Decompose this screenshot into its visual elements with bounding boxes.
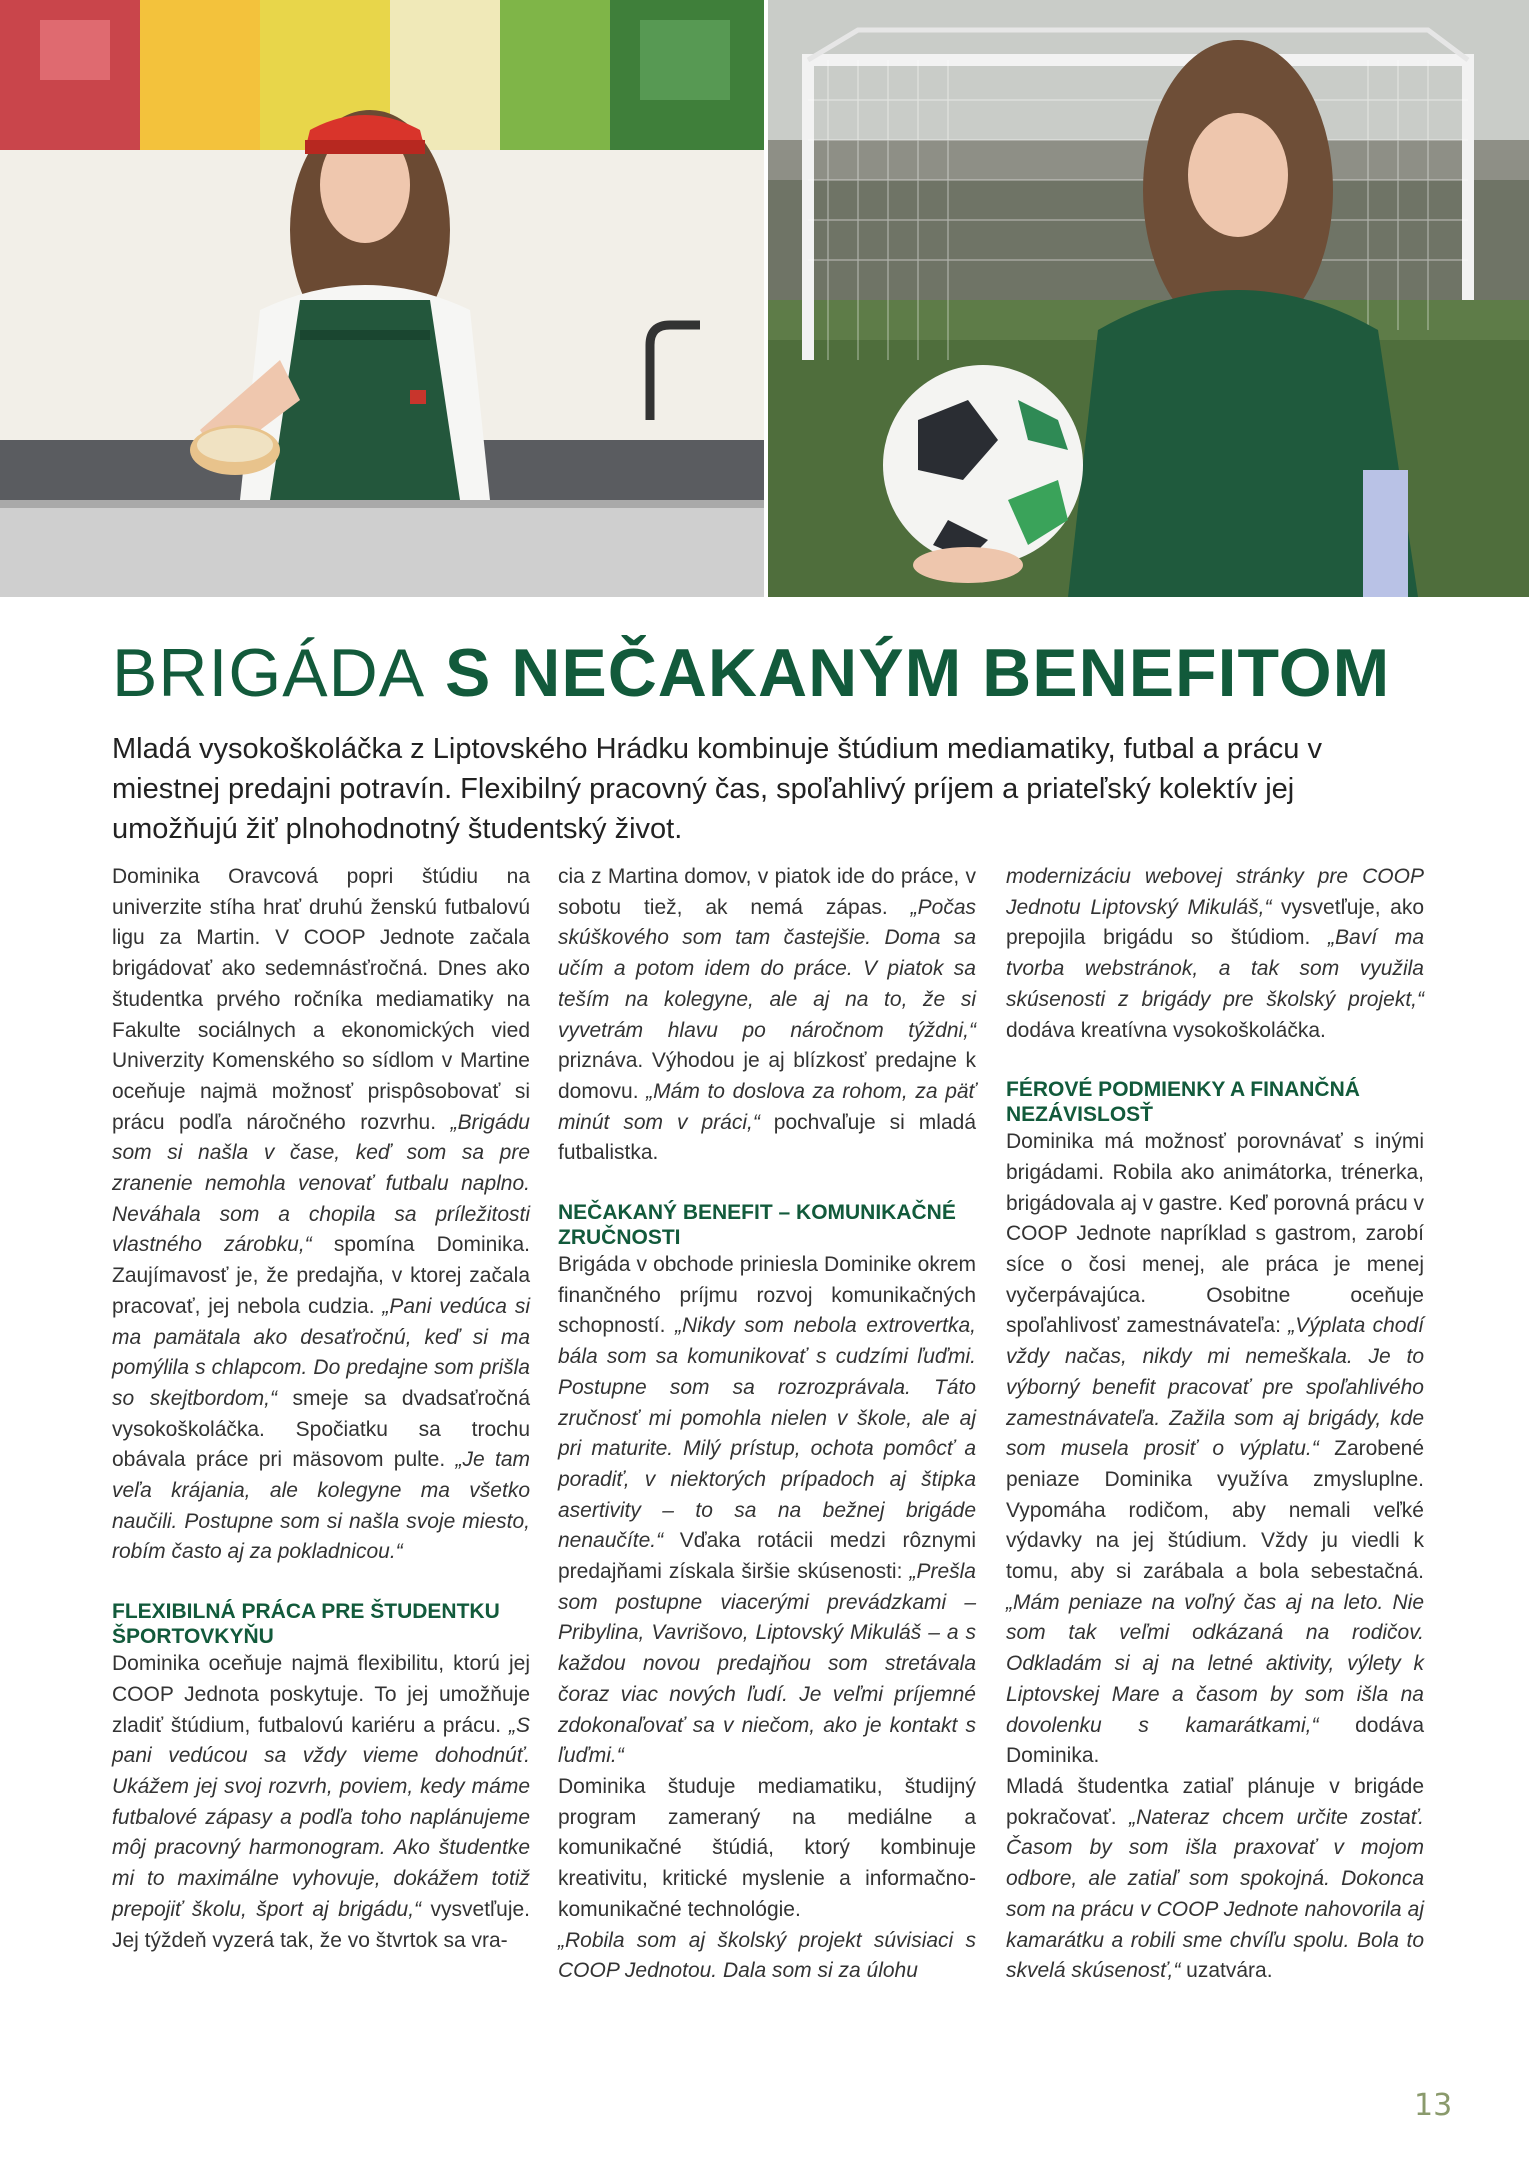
text-run: dodáva Dominika. xyxy=(1006,1713,1425,1768)
quote: „S pani vedúcou sa vždy vieme dohodnúť. Ukážem jej svoj rozvrh, poviem, kedy máme futbalové zápasy a podľa toho naplánujeme môj pracovný harmonogram. Ako študentke mi to maximálne vyhovuje, dokážem totiž prepojiť školu, šport aj brigádu,“ xyxy=(112,1713,530,1921)
paragraph xyxy=(112,1649,530,1956)
text-run: Dominika oceňuje najmä flexibilitu, ktorú jej COOP Jednota poskytuje. To jej umožňuje zladiť štúdium, futbalovú kariéru a prácu. xyxy=(112,1652,530,1737)
quote: „Výplata chodí vždy načas, nikdy mi nemeškala. Je to výborný benefit pracovať pre spoľahlivého zamestnávateľa. Zažila som aj brigády, kde som musela prosiť o výplatu.“ xyxy=(1006,1314,1425,1461)
title-bold-part: S NEČAKANÝM BENEFITOM xyxy=(444,635,1391,711)
photo-deli-counter xyxy=(0,0,764,597)
text-run: Dominika Oravcová popri štúdiu na univerzite stíha hrať druhú ženskú futbalovú ligu za Martin. V COOP Jednote začala brigádovať ako sedemnásťročná. Dnes ako študentka prvého ročníka mediamatiky na Fakulte sociálnych a ekonomických vied Univerzity Komenského so sídlom v Martine oceňuje najmä možnosť prispôsobovať si prácu podľa náročného rozvrhu. xyxy=(112,865,530,1134)
quote: „Nateraz chcem určite zostať. Časom by som išla praxovať v mojom odbore, ale zatiaľ som spokojná. Dokonca som na prácu v COOP Jednote nahovorila aj kamarátku a robili sme chvíľu spolu. Bola to skvelá skúsenosť,“ xyxy=(1006,1805,1424,1983)
text-run: Dominika má možnosť porovnávať s inými brigádami. Robila ako animátorka, trénerka, brigádovala aj v gastre. Keď porovná prácu v COOP Jednote napríklad s gastrom, zarobí síce o čosi menej, ale práca je menej vyčerpávajúca. Osobitne oceňuje spoľahlivosť zamestnávateľa: xyxy=(1006,1130,1424,1338)
text-run: Brigáda v obchode priniesla Dominike okrem finančného príjmu rozvoj komunikačných schopností. xyxy=(558,1253,976,1338)
quote: „Je tam veľa krájania, ale kolegyne ma všetko naučili. Postupne som si našla svoje miesto, robím často aj za pokladnicou.“ xyxy=(112,1448,531,1564)
text-run: Mladá študentka zatiaľ plánuje v brigáde pokračovať. xyxy=(1006,1774,1424,1829)
text-run: Vďaka rotácii medzi rôznymi predajňami získala širšie skúsenosti: xyxy=(558,1529,976,1584)
text-run: dodáva kreatívna vysokoškoláčka. xyxy=(1006,1018,1326,1042)
paragraph xyxy=(1006,1772,1424,1987)
quote: „Počas skúškového som tam častejšie. Doma sa učím a potom idem do práce. V piatok sa teším na kolegyne, ale aj na to, že si vyvetrám hlavu po náročnom týždni,“ xyxy=(558,895,976,1042)
text-column-3 xyxy=(1006,862,1424,1987)
deli-photo-image xyxy=(0,0,764,597)
article-title xyxy=(112,632,1432,714)
section-heading: NEČAKANÝ BENEFIT – KOMUNIKAČNÉ ZRUČNOSTI xyxy=(558,1201,956,1250)
paragraph xyxy=(558,862,976,1169)
paragraph xyxy=(558,1926,976,1987)
text-run: pochvaľuje si mladá futbalistka. xyxy=(558,1110,977,1165)
quote: „Pani vedúca si ma pamätala ako desaťročnú, keď si ma pomýlila s chlapcom. Do predajne som prišla so skejtbordom,“ xyxy=(112,1294,530,1410)
article-lead: Mladá vysokoškoláčka z Liptovského Hrádku kombinuje štúdium mediamatiky, futbal a prácu v miestnej predajni potravín. Flexibilný pracovný čas, spoľahlivý príjem a priateľský kolektív jej umožňujú žiť plnohodnotný študentský život. xyxy=(112,733,1322,845)
paragraph: Dominika študuje mediamatiku, študijný program zameraný na mediálne a komunikačné štúdiá, ktorý kombinuje kreativitu, kritické myslenie a informačno-komunikačné technológie. xyxy=(558,1774,976,1921)
section-heading: FÉROVÉ PODMIENKY A FINANČNÁ NEZÁVISLOSŤ xyxy=(1006,1078,1360,1127)
section-heading: FLEXIBILNÁ PRÁCA PRE ŠTUDENTKU ŠPORTOVKYŇU xyxy=(112,1600,500,1649)
title-light-part: BRIGÁDA xyxy=(112,635,426,711)
page-number: 13 xyxy=(1414,2088,1453,2123)
paragraph xyxy=(1006,1127,1424,1772)
text-run: spomína Dominika. Zaujímavosť je, že predajňa, v ktorej začala pracovať, jej nebola cudzia. xyxy=(112,1233,530,1318)
quote: „Robila som aj školský projekt súvisiaci s COOP Jednotou. Dala som si za úlohu xyxy=(558,1928,976,1983)
quote: modernizáciu webovej stránky pre COOP Jednotu Liptovský Mikuláš,“ xyxy=(1006,865,1424,919)
text-column-2 xyxy=(558,862,976,1987)
paragraph xyxy=(1006,862,1424,1046)
photo-strip xyxy=(0,0,1529,597)
quote: „Nikdy som nebola extrovertka, bála som sa komunikovať s cudzími ľuďmi. Postupne som sa rozrozprávala. Táto zručnosť mi pomohla nielen v škole, ale aj pri maturite. Milý prístup, ochota pomôcť a poradiť, v niektorých prípadoch aj štipka asertivity – to sa na bežnej brigáde nenaučíte.“ xyxy=(558,1314,976,1553)
photo-football-pitch xyxy=(768,0,1529,597)
text-run: vysvetľuje. Jej týždeň vyzerá tak, že vo štvrtok sa vra- xyxy=(112,1897,531,1952)
text-run: cia z Martina domov, v piatok ide do práce, v sobotu tiež, ak nemá zápas. xyxy=(558,865,976,919)
text-run: smeje sa dvadsaťročná vysokoškoláčka. Spočiatku sa trochu obávala práce pri mäsovom pulte. xyxy=(112,1386,530,1472)
quote: „Mám to doslova za rohom, za päť minút som v práci,“ xyxy=(558,1079,976,1134)
text-run: vysvetľuje, ako prepojila brigádu so štúdiom. xyxy=(1006,895,1424,950)
paragraph xyxy=(558,1250,976,1772)
text-column-1 xyxy=(112,862,530,1956)
quote: „Prešla som postupne viacerými prevádzkami – Pribylina, Vavrišovo, Liptovský Mikuláš – a s každou novou predajňou som stretávala čoraz viac nových ľudí. Je veľmi príjemné zdokonaľovať sa v niečom, ako je kontakt s ľuďmi.“ xyxy=(558,1560,976,1768)
text-run: Zarobené peniaze Dominika využíva zmysluplne. Vypomáha rodičom, aby nemali veľké výdavky na jej štúdium. Vždy ju viedli k tomu, aby si zarábala a bola sebestačná. xyxy=(1006,1437,1425,1584)
quote: „Mám peniaze na voľný čas aj na leto. Nie som tak veľmi odkázaná na rodičov. Odkladám si aj na letné aktivity, výlety k Liptovskej Mare a časom by som išla na dovolenku s kamarátkami,“ xyxy=(1006,1590,1424,1737)
paragraph xyxy=(112,862,530,1568)
text-run: priznáva. Výhodou je aj blízkosť predajne k domovu. xyxy=(558,1049,976,1103)
football-photo-image xyxy=(768,0,1529,597)
quote: „Brigádu som si našla v čase, keď som sa pre zranenie nemohla venovať futbalu naplno. Neváhala som a chopila sa príležitosti vlastného zárobku,“ xyxy=(112,1110,530,1257)
text-run: uzatvára. xyxy=(1180,1959,1273,1983)
quote: „Baví ma tvorba webstránok, a tak som využila skúsenosti z brigády pre školský projekt,“ xyxy=(1006,926,1424,1011)
